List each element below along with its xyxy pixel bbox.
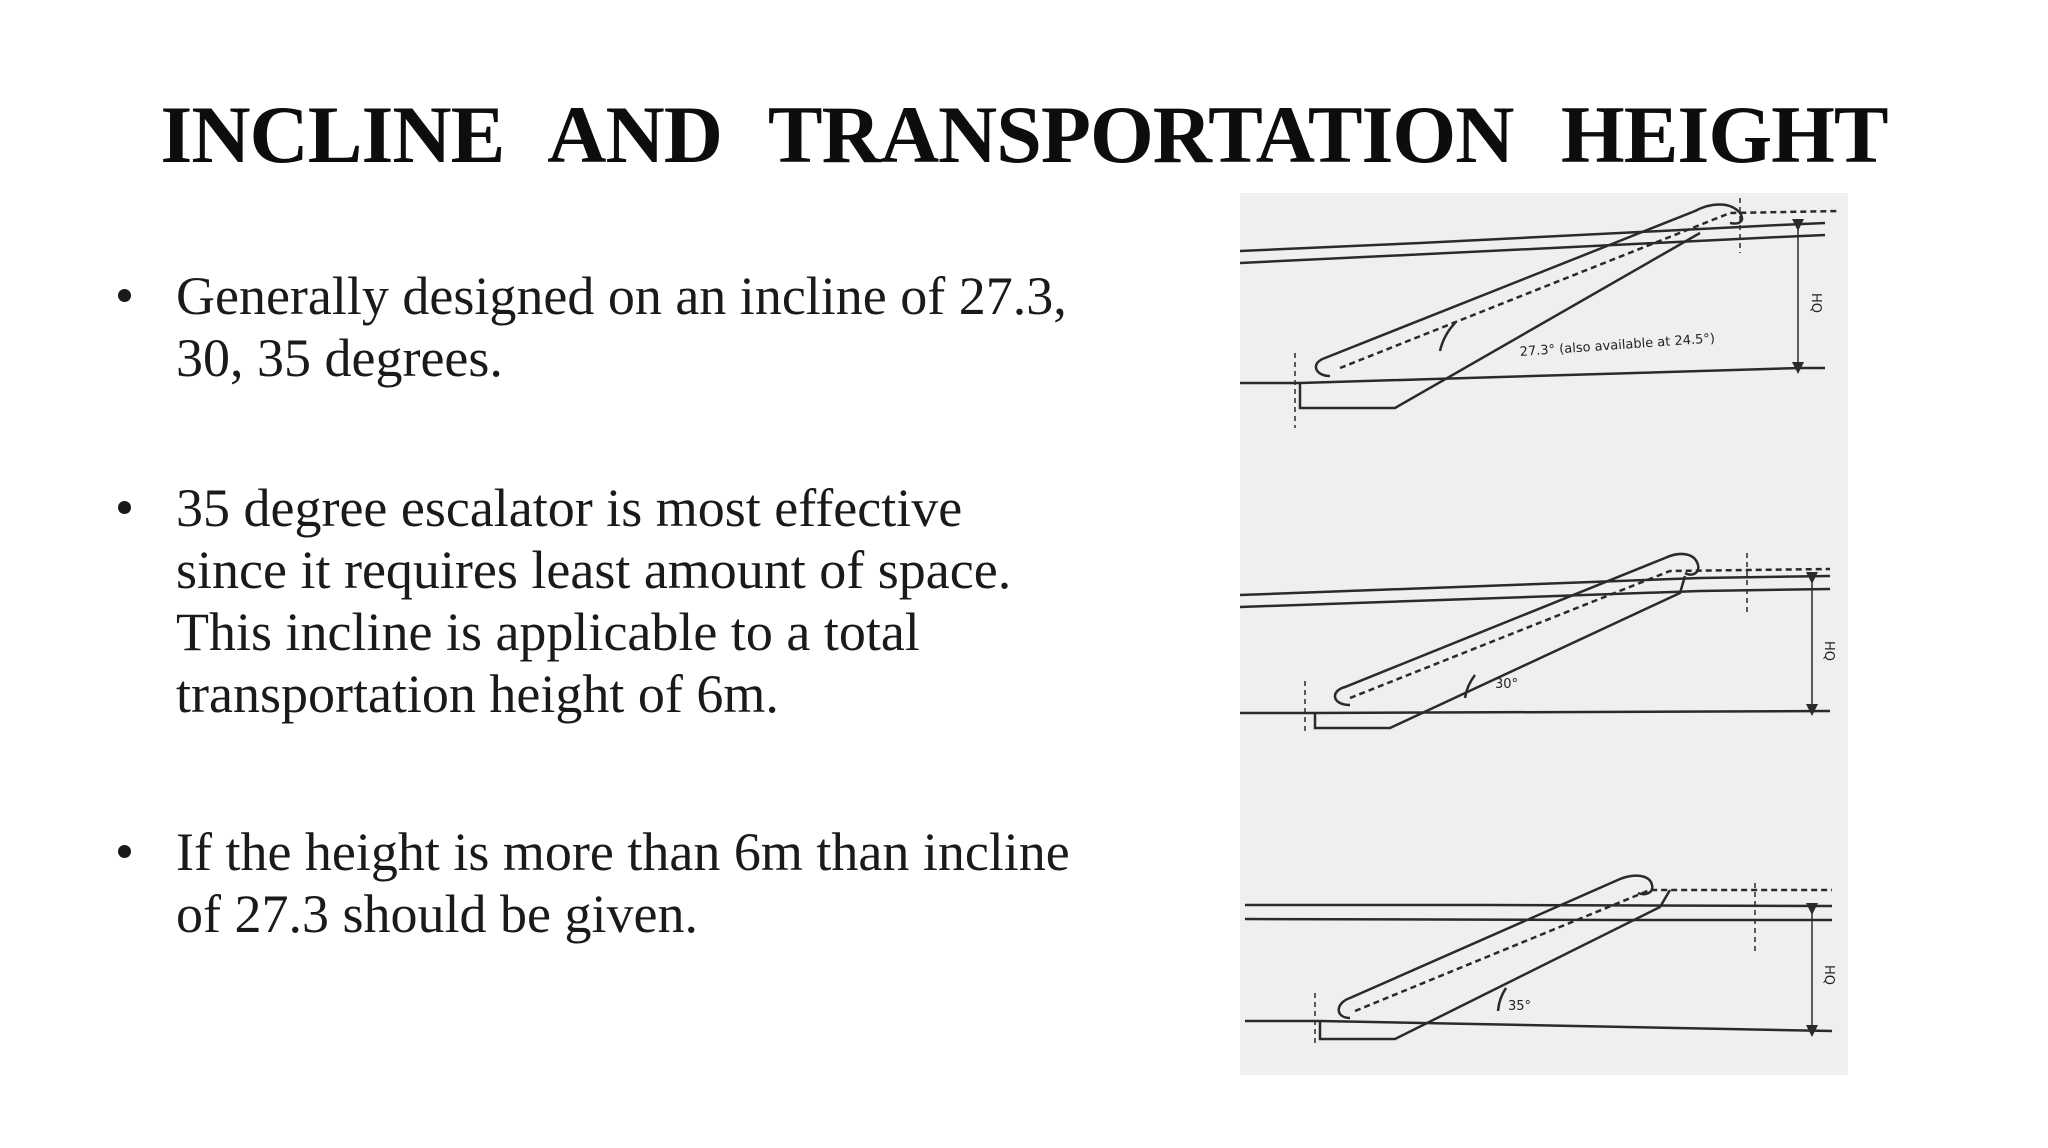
bullet-list (110, 265, 1070, 945)
bullet-text: 35 degree escalator is most effective since it requires least amount of space. This incline is applicable to a total transportation height of 6m. (176, 478, 1012, 724)
bullet-dot-icon (118, 845, 131, 858)
bullet-dot-icon (118, 501, 131, 514)
height-label: HQ (1821, 641, 1836, 662)
lower-floor-line (1240, 711, 1830, 713)
angle-label-27-3: 27.3° (also available at 24.5°) (1519, 331, 1716, 360)
bullet-text: Generally designed on an incline of 27.3, 30, 35 degrees. (176, 266, 1067, 388)
lower-floor-line (1245, 1021, 1832, 1031)
bullet-item (110, 477, 1070, 725)
angle-label-30: 30° (1495, 677, 1519, 692)
escalator-diagram-30 (1240, 553, 1830, 733)
upper-floor-line (1240, 576, 1830, 595)
bullet-text: If the height is more than 6m than incline of 27.3 should be given. (176, 822, 1070, 944)
escalator-diagram-35 (1245, 876, 1832, 1045)
escalator-truss (1320, 890, 1670, 1039)
height-label: HQ (1821, 965, 1836, 986)
handrail (1339, 876, 1653, 1018)
step-line (1355, 890, 1832, 1011)
escalator-diagrams-svg (1240, 193, 1848, 1075)
upper-floor-line (1240, 223, 1825, 251)
angle-arc (1465, 675, 1475, 698)
height-label: HQ (1808, 293, 1823, 314)
slide-title: INCLINE AND TRANSPORTATION HEIGHT (160, 89, 1888, 180)
upper-floor-slab (1240, 235, 1825, 263)
bullet-item (110, 821, 1070, 945)
escalator-diagram-27-3 (1240, 198, 1840, 428)
angle-label-35: 35° (1508, 999, 1532, 1014)
bullet-dot-icon (118, 289, 131, 302)
angle-arc (1498, 988, 1506, 1011)
escalator-diagram-figure (1240, 193, 1848, 1075)
upper-floor-line (1245, 905, 1832, 906)
bullet-item (110, 265, 1070, 389)
upper-floor-slab (1245, 919, 1832, 920)
